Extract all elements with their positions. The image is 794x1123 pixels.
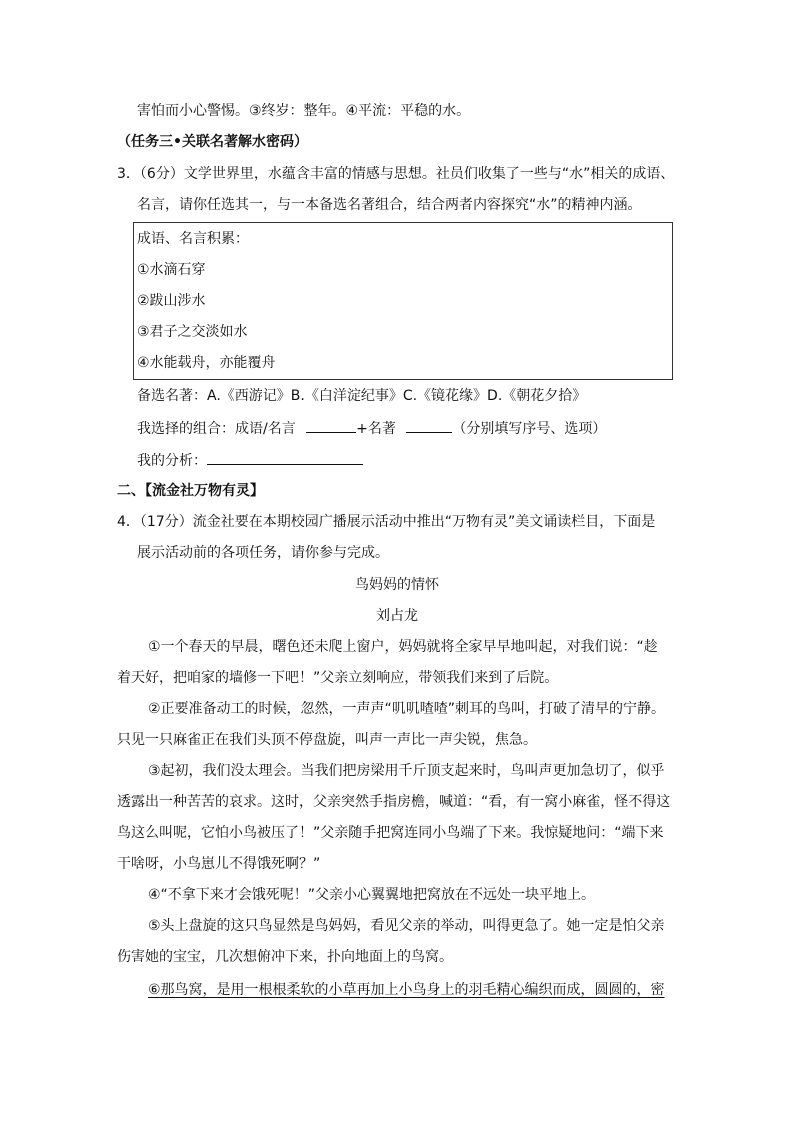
idiom-box-title: 成语、名言积累： <box>137 231 249 247</box>
combination-label: 我选择的组合：成语/名言 <box>137 421 296 437</box>
article-author: 刘占龙 <box>376 608 418 624</box>
question-4-line-2: 展示活动前的各项任务，请你参与完成。 <box>137 545 389 561</box>
paragraph-line: 只见一只麻雀正在我们头顶不停盘旋，叫声一声比一声尖锐，焦急。 <box>117 732 537 748</box>
question-4-line-1: 4．（17分）流金社要在本期校园广播展示活动中推出“万物有灵”美文诵读栏目，下面是 <box>117 514 656 530</box>
paragraph-line: ①一个春天的早晨，曙色还未爬上窗户，妈妈就将全家早早地叫起，对我们说：“趁 <box>148 639 658 655</box>
analysis-answer-blank[interactable] <box>207 450 363 465</box>
idiom-item: ③君子之交淡如水 <box>137 324 248 340</box>
idiom-item: ①水滴石穿 <box>137 262 206 278</box>
analysis-line <box>137 450 363 471</box>
paragraph-line: 伤害她的宝宝，几次想俯冲下来，扑向地面上的鸟窝。 <box>117 949 453 965</box>
paragraph-line: ④“不拿下来才会饿死呢！”父亲小心翼翼地把窝放在不远处一块平地上。 <box>148 887 596 903</box>
combination-hint: （分别填写序号、选项） <box>452 421 607 437</box>
paragraph-line: 鸟这么叫呢，它怕小鸟被压了！”父亲随手把窝连同小鸟端了下来。我惊疑地问：“端下来 <box>117 825 664 841</box>
idiom-item: ②跋山涉水 <box>137 293 206 309</box>
question-3-line-1: 3．（6分）文学世界里，水蕴含丰富的情感与思想。社员们收集了一些与“水”相关的成语、 <box>117 166 675 182</box>
idiom-item: ④水能载舟，亦能覆舟 <box>137 355 276 371</box>
candidate-books: 备选名著：A.《西游记》B.《白洋淀纪事》C.《镜花缘》D.《朝花夕拾》 <box>137 388 587 404</box>
idiom-answer-blank[interactable] <box>306 418 356 433</box>
paragraph-line: ⑤头上盘旋的这只鸟显然是鸟妈妈，看见父亲的举动，叫得更急了。她一定是怕父亲 <box>148 918 665 934</box>
paragraph-line: ③起初，我们没太理会。当我们把房梁用千斤顶支起来时，鸟叫声更加急切了，似乎 <box>148 763 665 779</box>
paragraph-line: 干啥呀，小鸟崽儿不得饿死啊？” <box>117 856 321 872</box>
paragraph-line: 着天好，把咱家的墙修一下吧！”父亲立刻响应，带领我们来到了后院。 <box>117 670 559 686</box>
analysis-label: 我的分析： <box>137 453 207 469</box>
section-heading: 二、【流金社万物有灵】 <box>117 483 264 499</box>
article-title: 鸟妈妈的情怀 <box>355 577 439 593</box>
question-3-line-2: 名言，请你任选其一，与一本备选名著组合，结合两者内容探究“水”的精神内涵。 <box>137 197 642 213</box>
underlined-paragraph-line: ⑥那鸟窝，是用一根根柔软的小草再加上小鸟身上的羽毛精心编织而成，圆圆的，密 <box>148 982 665 998</box>
paragraph-line: ②正要准备动工的时候，忽然，一声声“叽叽喳喳”刺耳的鸟叫，打破了清早的宁静。 <box>148 701 666 717</box>
book-answer-blank[interactable] <box>406 418 452 433</box>
task-heading: （任务三•关联名著解水密码） <box>117 134 308 150</box>
paragraph-line: 透露出一种苦苦的哀求。这时，父亲突然手指房檐，喊道：“看，有一窝小麻雀，怪不得这 <box>117 794 671 810</box>
footnote-line: 害怕而小心警惕。③终岁：整年。④平流：平稳的水。 <box>137 103 471 119</box>
combination-line <box>137 418 606 439</box>
book-label: +名著 <box>356 421 396 437</box>
